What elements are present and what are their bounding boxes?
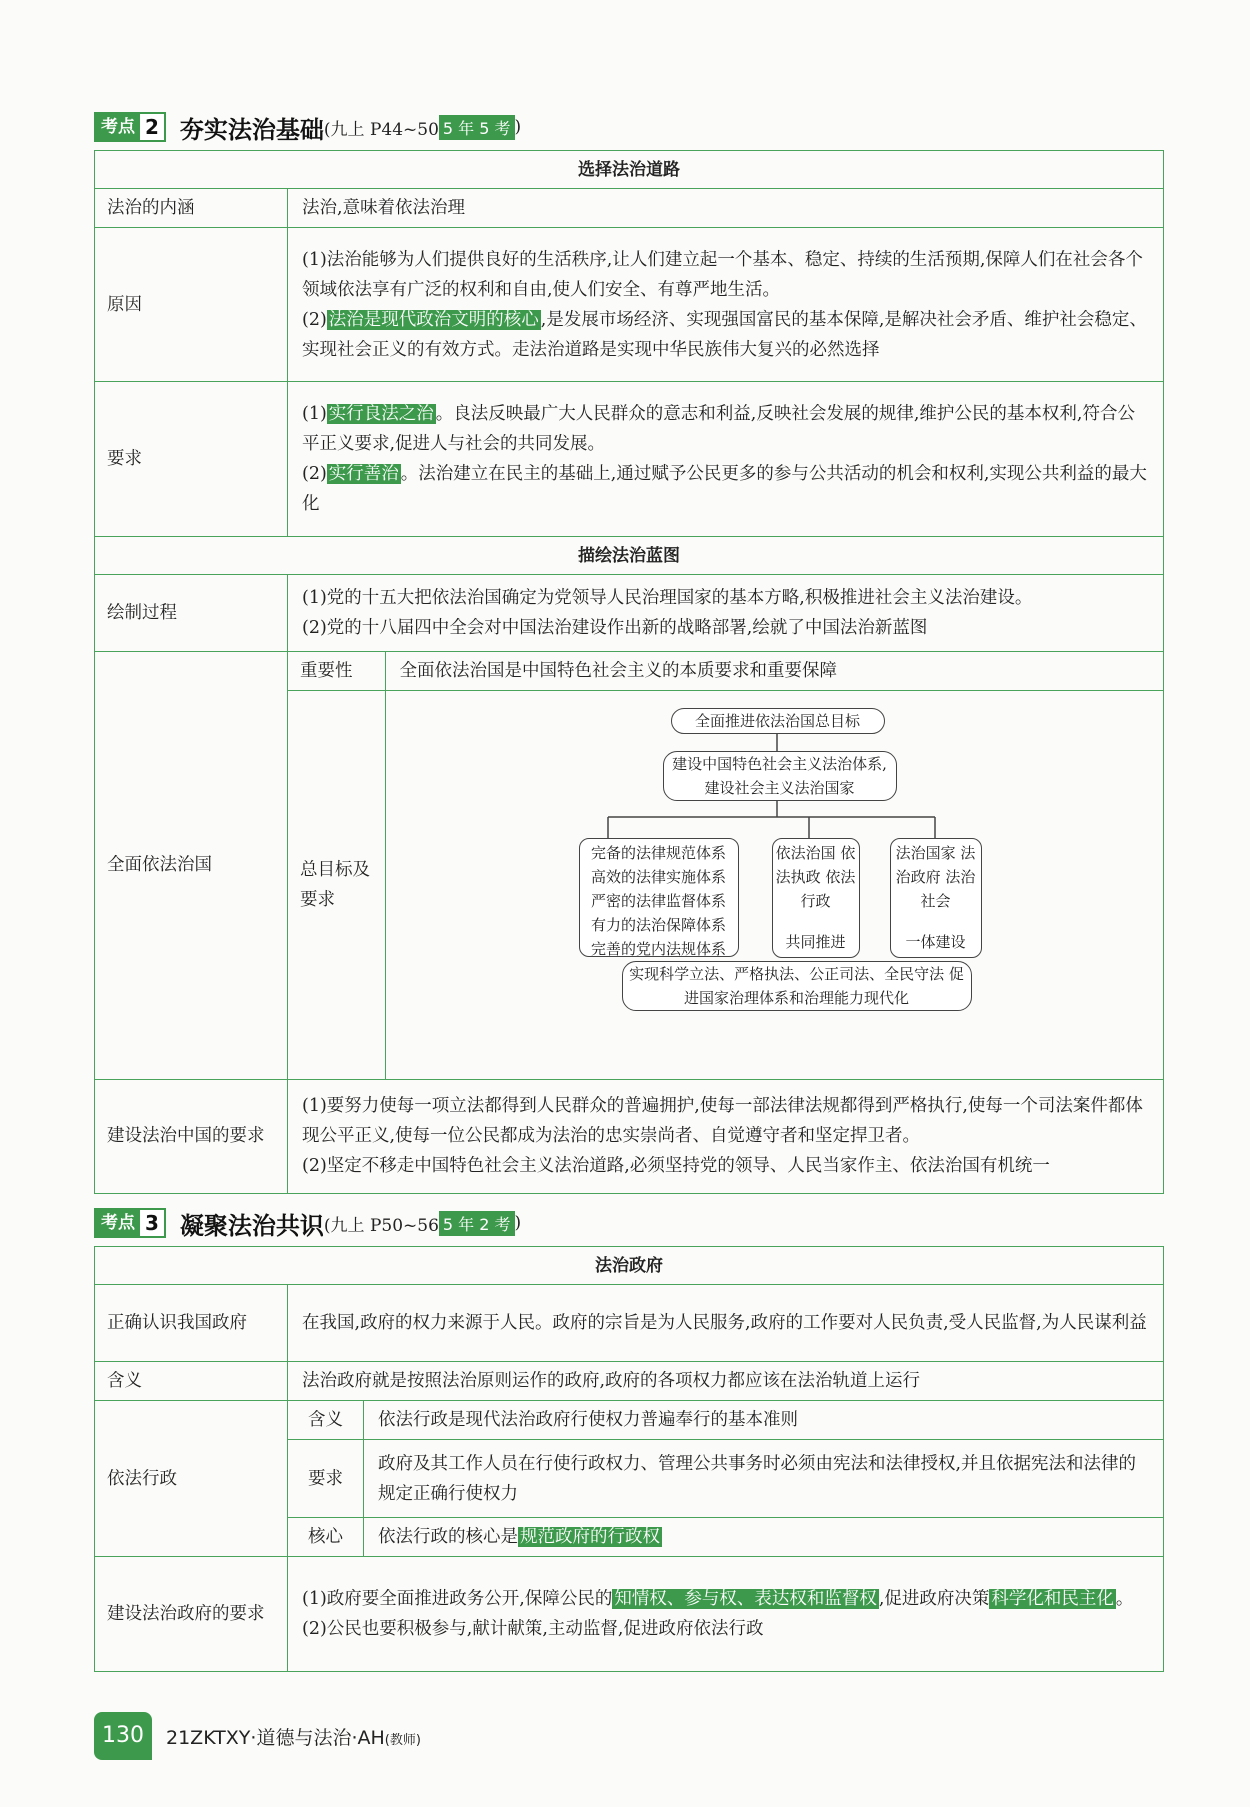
sub-content: 全面依法治国是中国特色社会主义的本质要求和重要保障 [385,652,1163,690]
row-label: 要求 [95,382,288,537]
row-content: 法治,意味着依法治理 [288,189,1164,228]
highlight: 科学化和民主化 [991,1589,1114,1609]
sub-label: 含义 [288,1401,364,1440]
highlight: 实行良法之治 [328,404,434,424]
row-label: 原因 [95,228,288,382]
section-2-heading [94,110,521,144]
sub-label: 核心 [288,1518,364,1557]
section-badge: 考点 2 [94,112,166,142]
row-content: (1) 实行良法之治 。良法反映最广大人民群众的意志和利益,反映社会发展的规律,维护公民的基本权利,符合公平正义要求,促进人与社会的共同发展。 (2) 实行善治 。法治建立在民主的基础上,通过赋予公民更多的参与公共活动的机会和权利,实现公共利益的最大化 [288,382,1164,537]
sub-label: 重要性 [288,652,385,690]
inner-table [288,652,1163,1079]
integrated-construction-box: 法治国家 法治政府 法治社会 一体建设 [890,838,982,958]
rule-of-law-government-table [94,1246,1164,1672]
jointly-advance-box: 依法治国 依法执政 依法行政 共同推进 [772,838,860,958]
sub-label: 总目标及要求 [288,690,385,1079]
table-header: 法治政府 [95,1247,1164,1285]
goal-mid-box: 建设中国特色社会主义法治体系,建设社会主义法治国家 [663,751,897,801]
row-content: 法治政府就是按照法治原则运作的政府,政府的各项权力都应该在法治轨道上运行 [288,1362,1164,1401]
section-3-heading [94,1206,521,1240]
highlight: 实行善治 [328,464,399,484]
table-header: 选择法治道路 [95,151,1164,189]
exam-count-badge: 5 年 5 考 [439,115,515,140]
sub-content: 依法行政是现代法治政府行使权力普遍奉行的基本准则 [364,1401,1164,1440]
row-label: 法治的内涵 [95,189,288,228]
page-number: 130 [94,1712,152,1760]
goal-diagram-cell [385,690,1163,1079]
highlight: 法治是现代政治文明的核心 [328,309,539,330]
row-label: 全面依法治国 [95,652,288,1080]
sub-content: 政府及其工作人员在行使行政权力、管理公共事务时必须由宪法和法律授权,并且依据宪法和法律的规定正确行使权力 [364,1440,1164,1518]
section-ref: (九上 P50~56 5 年 2 考 ) [324,1211,521,1236]
sub-label: 要求 [288,1440,364,1518]
row-label: 含义 [95,1362,288,1401]
row-label: 正确认识我国政府 [95,1285,288,1362]
goal-top-box: 全面推进依法治国总目标 [671,708,885,734]
section-badge: 考点 3 [94,1208,166,1238]
row-content: (1)党的十五大把依法治国确定为党领导人民治理国家的基本方略,积极推进社会主义法治建设。 (2)党的十八届四中全会对中国法治建设作出新的战略部署,绘就了中国法治新蓝图 [288,575,1164,652]
row-content: (1)政府要全面推进政务公开,保障公民的 知情权、参与权、表达权和监督权 ,促进政府决策 科学化和民主化 。 (2)公民也要积极参与,献计献策,主动监督,促进政府依法行政 [288,1557,1164,1672]
row-label: 建设法治政府的要求 [95,1557,288,1672]
section-title: 夯实法治基础 [179,115,324,144]
rule-of-law-table [94,150,1164,1194]
goal-diagram [386,691,1164,1079]
sub-content: 依法行政的核心是 规范政府的行政权 [364,1518,1164,1557]
row-label: 建设法治中国的要求 [95,1079,288,1193]
row-content: (1)要努力使每一项立法都得到人民群众的普遍拥护,使每一部法律法规都得到严格执行,使每一个司法案件都体现公平正义,使每一位公民都成为法治的忠实崇尚者、自觉遵守者和坚定捍卫者。 (2)坚定不移走中国特色社会主义法治道路,必须坚持党的领导、人民当家作主、依法治国有机统一 [288,1079,1164,1193]
systems-box: 完备的法律规范体系 高效的法律实施体系 严密的法律监督体系 有力的法治保障体系 完善的党内法规体系 [579,838,739,957]
highlight: 规范政府的行政权 [520,1527,660,1547]
row-label: 依法行政 [95,1401,288,1557]
table-header: 描绘法治蓝图 [95,537,1164,575]
row-content: 在我国,政府的权力来源于人民。政府的宗旨是为人民服务,政府的工作要对人民负责,受人民监督,为人民谋利益 [288,1285,1164,1362]
section-ref: (九上 P44~50 5 年 5 考 ) [324,115,521,140]
highlight: 知情权、参与权、表达权和监督权 [614,1589,877,1609]
page-footer [94,1712,421,1760]
footer-text: 21ZKTXY·道德与法治·AH(教师) [166,1726,421,1749]
row-content [288,652,1164,1080]
goal-bottom-box: 实现科学立法、严格执法、公正司法、全民守法 促进国家治理体系和治理能力现代化 [622,961,972,1011]
section-title: 凝聚法治共识 [179,1211,324,1240]
row-label: 绘制过程 [95,575,288,652]
row-content: (1)法治能够为人们提供良好的生活秩序,让人们建立起一个基本、稳定、持续的生活预期,保障人们在社会各个领域依法享有广泛的权利和自由,使人们安全、有尊严地生活。 (2) 法治是现代政治文明的核心 ,是发展市场经济、实现强国富民的基本保障,是解决社会矛盾、维护社会稳定、实现社会正义的有效方式。走法治道路是实现中华民族伟大复兴的必然选择 [288,228,1164,382]
exam-count-badge: 5 年 2 考 [439,1211,515,1236]
